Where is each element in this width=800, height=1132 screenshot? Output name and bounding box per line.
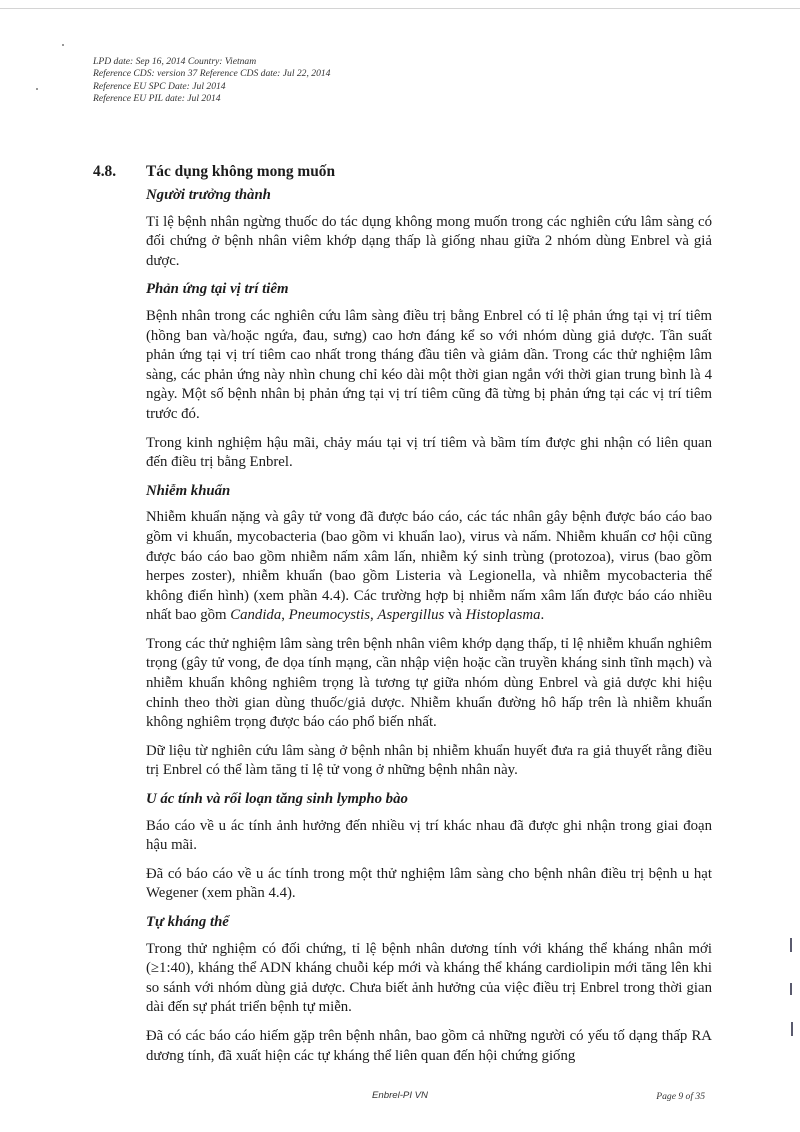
section-body: [146, 186, 712, 1075]
paragraph-injection-site: Bệnh nhân trong các nghiên cứu lâm sàng điều trị bằng Enbrel có tỉ lệ phản ứng tại vị trí tiêm (hồng ban và/hoặc ngứa, đau, sưng) cao hơn đáng kể so với nhóm dùng giả dược. Tần suất phản ứng tại vị trí tiêm cao nhất trong tháng đầu tiên và giảm dần. Trong các thử nghiệm lâm sàng, các phản ứng này nhìn chung chỉ kéo dài một thời gian ngắn với thời gian trung bình là 4 ngày. Một số bệnh nhân bị phản ứng tại vị trí tiêm cũng đã từng bị phản ứng tại các vị trí tiêm trước đó.: [146, 307, 712, 422]
scan-top-edge: [0, 8, 800, 9]
paragraph-serious-infections: Nhiễm khuẩn nặng và gây tử vong đã được báo cáo, các tác nhân gây bệnh được báo cáo bao gồm vi khuẩn, mycobacteria (bao gồm vi khuẩn lao), virus và nấm. Nhiễm khuẩn cơ hội cũng được báo cáo bao gồm nhiễm nấm xâm lấn, nhiễm ký sinh trùng (protozoa), virus (bao gồm herpes zoster), nhiễm khuẩn (bao gồm Listeria và Legionella, và nhiễm mycobacteria thể không điển hình) (xem phần 4.4). Các trường hợp bị nhiễm nấm xâm lấn được báo cáo nhiều nhất bao gồm Candida, Pneumocystis, Aspergillus và Histoplasma.: [146, 509, 712, 624]
subheading-autoantibodies: Tự kháng thể: [146, 914, 229, 930]
scan-speck: [62, 44, 64, 46]
organism-histoplasma: Histoplasma: [465, 607, 541, 624]
meta-line-cds: Reference CDS: version 37 Reference CDS date: Jul 22, 2014: [93, 68, 331, 80]
paragraph-ra-trials: Trong các thử nghiệm lâm sàng trên bệnh nhân viêm khớp dạng thấp, tỉ lệ nhiễm khuẩn nghiêm trọng (gây tử vong, đe dọa tính mạng, cần nhập viện hoặc cần truyền kháng sinh tĩnh mạch) và nhiễm khuẩn không nghiêm trọng là tương tự giữa nhóm dùng Enbrel và giả dược khi hiệu chỉnh theo thời gian dùng thuốc/giả dược. Nhiễm khuẩn đường hô hấp trên là nhiễm khuẩn không nghiêm trọng được báo cáo phổ biến nhất.: [146, 635, 712, 731]
section-heading: [93, 163, 713, 181]
scan-speck: [36, 88, 38, 90]
scan-margin-mark: [790, 938, 792, 952]
scan-margin-mark: [791, 1022, 793, 1036]
organism-candida: Candida: [230, 607, 282, 624]
meta-line-eu-pil: Reference EU PIL date: Jul 2014: [93, 93, 221, 105]
paragraph-wegener: Đã có báo cáo về u ác tính trong một thử nghiệm lâm sàng cho bệnh nhân điều trị bệnh u hạt Wegener (xem phần 4.4).: [146, 865, 712, 902]
meta-line-eu-spc: Reference EU SPC Date: Jul 2014: [93, 80, 226, 92]
subheading-malignancies: U ác tính và rối loạn tăng sinh lympho bào: [146, 791, 408, 808]
section-title: Tác dụng không mong muốn: [146, 163, 336, 180]
footer-document-name: Enbrel-PI VN: [372, 1090, 428, 1101]
subheading-infections: Nhiễm khuẩn: [146, 482, 231, 499]
paragraph-rare-reports: Đã có các báo cáo hiếm gặp trên bệnh nhân, bao gồm cả những người có yếu tố dạng thấp RA dương tính, đã xuất hiện các tự kháng thể liên quan đến hội chứng giống: [146, 1027, 712, 1064]
infections-text: Nhiễm khuẩn nặng và gây tử vong đã được báo cáo, các tác nhân gây bệnh được báo cáo bao gồm vi khuẩn, mycobacteria (bao gồm vi khuẩn lao), virus và nấm. Nhiễm khuẩn cơ hội cũng được báo cáo bao gồm nhiễm nấm xâm lấn, nhiễm ký sinh trùng (protozoa), virus (bao gồm herpes zoster), nhiễm khuẩn (bao gồm Listeria và Legionella, và nhiễm mycobacteria thể không điển hình) (xem phần 4.4). Các trường hợp bị nhiễm nấm xâm lấn được báo cáo nhiều nhất bao gồm: [146, 509, 712, 624]
meta-line-lpd: LPD date: Sep 16, 2014 Country: Vietnam: [93, 56, 257, 67]
organism-aspergillus: Aspergillus: [377, 607, 445, 624]
scan-margin-mark: [790, 983, 792, 995]
paragraph-sepsis: Dữ liệu từ nghiên cứu lâm sàng ở bệnh nhân bị nhiễm khuẩn huyết đưa ra giả thuyết rằng điều trị Enbrel có thể làm tăng tỉ lệ tử vong ở những bệnh nhân này.: [146, 742, 712, 779]
paragraph-discontinuation: Tỉ lệ bệnh nhân ngừng thuốc do tác dụng không mong muốn trong các nghiên cứu lâm sàng có đối chứng ở bệnh nhân viêm khớp dạng thấp là giống nhau giữa 2 nhóm dùng Enbrel và giả dược.: [146, 213, 712, 269]
footer-page-number: Page 9 of 35: [656, 1091, 705, 1102]
paragraph-autoantibodies: Trong thử nghiệm có đối chứng, tỉ lệ bệnh nhân dương tính với kháng thể kháng nhân mới (≥1:40), kháng thể ADN kháng chuỗi kép mới và kháng thể kháng cardiolipin mới tăng lên khi so sánh với nhóm dùng giả dược. Chưa biết ảnh hưởng của việc điều trị Enbrel trong thời gian dài đến sự phát triển bệnh tự miễn.: [146, 940, 712, 1016]
conjunction-and: và: [448, 607, 462, 624]
subheading-injection-site: Phản ứng tại vị trí tiêm: [146, 281, 289, 298]
document-metadata: [93, 56, 513, 106]
organism-pneumocystis: Pneumocystis: [288, 607, 371, 624]
paragraph-postmarketing-bleeding: Trong kinh nghiệm hậu mãi, chảy máu tại vị trí tiêm và bầm tím được ghi nhận có liên quan đến điều trị bằng Enbrel.: [146, 434, 712, 471]
subheading-adults: Người trưởng thành: [146, 187, 271, 203]
paragraph-malignancies-postmarketing: Báo cáo về u ác tính ảnh hưởng đến nhiều vị trí khác nhau đã được ghi nhận trong giai đoạn hậu mãi.: [146, 817, 712, 854]
section-number: 4.8.: [93, 163, 117, 180]
